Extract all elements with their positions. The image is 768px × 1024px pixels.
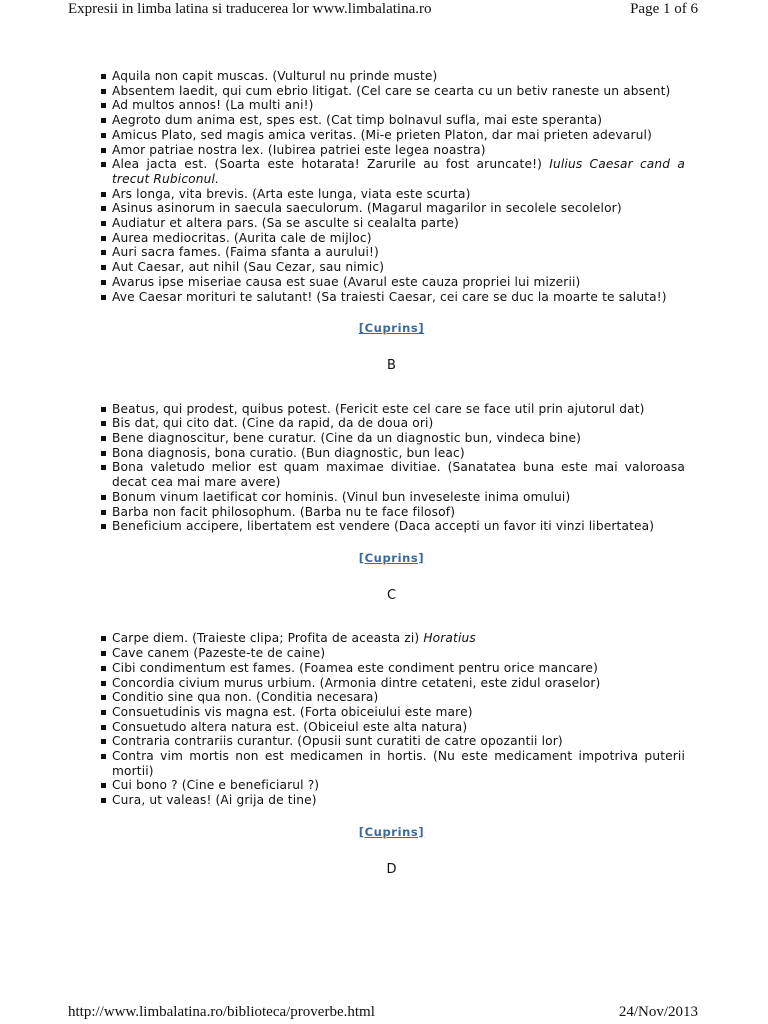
list-item: Cibi condimentum est fames. (Foamea este condiment pentru orice mancare) bbox=[98, 661, 685, 676]
list-item: Concordia civium murus urbium. (Armonia dintre cetateni, este zidul oraselor) bbox=[98, 676, 685, 691]
list-item: Aurea mediocritas. (Aurita cale de mijloc) bbox=[98, 231, 685, 246]
list-item: Consuetudo altera natura est. (Obiceiul este alta natura) bbox=[98, 720, 685, 735]
attribution-note: Horatius bbox=[423, 631, 476, 646]
list-item: Conditio sine qua non. (Conditia necesara) bbox=[98, 690, 685, 705]
section-heading-d: D bbox=[386, 861, 397, 877]
list-item: Avarus ipse miseriae causa est suae (Avarul este cauza propriei lui mizerii) bbox=[98, 275, 685, 290]
list-item: Ars longa, vita brevis. (Arta este lunga, viata este scurta) bbox=[98, 187, 685, 202]
print-date: 24/Nov/2013 bbox=[618, 1004, 698, 1020]
list-item: Bonum vinum laetificat cor hominis. (Vinul bun inveseleste inima omului) bbox=[98, 490, 685, 505]
list-item: Audiatur et altera pars. (Sa se asculte si cealalta parte) bbox=[98, 216, 685, 231]
list-item: Carpe diem. (Traieste clipa; Profita de aceasta zi) Horatius bbox=[98, 631, 685, 646]
list-item: Amicus Plato, sed magis amica veritas. (Mi-e prieten Platon, dar mai prieten adevarul) bbox=[98, 128, 685, 143]
section-a-list bbox=[98, 69, 685, 304]
section-c-list bbox=[98, 631, 685, 807]
list-item: Beneficium accipere, libertatem est vendere (Daca accepti un favor iti vinzi libertatea) bbox=[98, 519, 685, 534]
list-item: Bis dat, qui cito dat. (Cine da rapid, da de doua ori) bbox=[98, 416, 685, 431]
list-item: Asinus asinorum in saecula saeculorum. (Magarul magarilor in secolele secolelor) bbox=[98, 201, 685, 216]
list-item: Cave canem (Pazeste-te de caine) bbox=[98, 646, 685, 661]
list-item: Aquila non capit muscas. (Vulturul nu prinde muste) bbox=[98, 69, 685, 84]
list-item: Cui bono ? (Cine e beneficiarul ?) bbox=[98, 778, 685, 793]
list-item: Ad multos annos! (La multi ani!) bbox=[98, 98, 685, 113]
list-item: Consuetudinis vis magna est. (Forta obiceiului este mare) bbox=[98, 705, 685, 720]
list-item: Bona valetudo melior est quam maximae divitiae. (Sanatatea buna este mai valoroasa decat cea mai mare avere) bbox=[98, 460, 685, 489]
page-header bbox=[68, 0, 698, 20]
section-heading-b: B bbox=[387, 357, 396, 373]
document-body bbox=[98, 69, 685, 905]
cuprins-link[interactable]: [Cuprins] bbox=[358, 824, 425, 839]
list-item: Contra vim mortis non est medicamen in hortis. (Nu este medicament impotriva puterii mortii) bbox=[98, 749, 685, 778]
list-item: Auri sacra fames. (Faima sfanta a aurului!) bbox=[98, 245, 685, 260]
list-item: Aut Caesar, aut nihil (Sau Cezar, sau nimic) bbox=[98, 260, 685, 275]
page-number: Page 1 of 6 bbox=[630, 1, 698, 17]
list-item: Contraria contrariis curantur. (Opusii sunt curatiti de catre opozantii lor) bbox=[98, 734, 685, 749]
list-item: Cura, ut valeas! (Ai grija de tine) bbox=[98, 793, 685, 808]
document-title: Expresii in limba latina si traducerea lor www.limbalatina.ro bbox=[68, 1, 432, 17]
cuprins-link[interactable]: [Cuprins] bbox=[358, 550, 425, 565]
list-item: Ave Caesar morituri te salutant! (Sa traiesti Caesar, cei care se duc la moarte te saluta!) bbox=[98, 290, 685, 305]
cuprins-link[interactable]: [Cuprins] bbox=[358, 321, 425, 336]
list-item: Amor patriae nostra lex. (Iubirea patriei este legea noastra) bbox=[98, 143, 685, 158]
list-item: Beatus, qui prodest, quibus potest. (Fericit este cel care se face util prin ajutorul dat) bbox=[98, 402, 685, 417]
source-url[interactable]: http://www.limbalatina.ro/biblioteca/proverbe.html bbox=[68, 1004, 375, 1020]
list-item: Absentem laedit, qui cum ebrio litigat. (Cel care se cearta cu un betiv raneste un absent) bbox=[98, 84, 685, 99]
list-item: Barba non facit philosophum. (Barba nu te face filosof) bbox=[98, 505, 685, 520]
list-item: Aegroto dum anima est, spes est. (Cat timp bolnavul sufla, mai este speranta) bbox=[98, 113, 685, 128]
section-heading-c: C bbox=[386, 587, 397, 603]
list-item: Bona diagnosis, bona curatio. (Bun diagnostic, bun leac) bbox=[98, 446, 685, 461]
list-item: Bene diagnoscitur, bene curatur. (Cine da un diagnostic bun, vindeca bine) bbox=[98, 431, 685, 446]
list-item: Alea jacta est. (Soarta este hotarata! Zarurile au fost aruncate!) Iulius Caesar cand a trecut Rubiconul. bbox=[98, 157, 685, 186]
page-footer bbox=[68, 1003, 698, 1021]
attribution-note: Iulius Caesar cand a trecut Rubiconul. bbox=[112, 157, 685, 186]
section-b-list bbox=[98, 402, 685, 534]
